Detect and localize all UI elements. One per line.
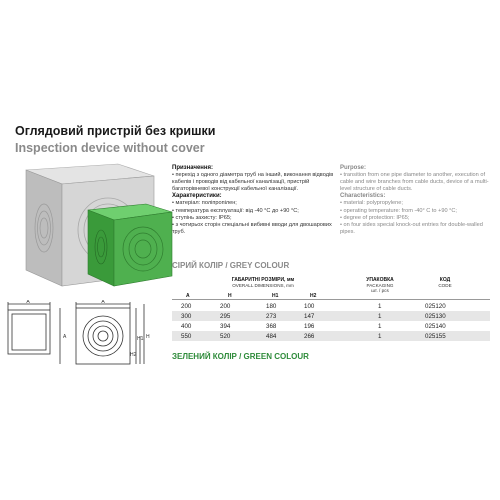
drawing-label-a-side: A <box>63 334 67 340</box>
drawing-label-h1: H1 <box>137 336 144 342</box>
characteristic-item-en: • on four sides special knock-out entries for double-walled pipes. <box>340 222 490 236</box>
cell-h1: 484 <box>266 332 277 340</box>
characteristic-item-en: • operating temperature: from -40° C to +90 °C; <box>340 208 490 215</box>
drawing-label-h2: H2 <box>130 352 137 358</box>
cell-pack: 1 <box>378 332 382 340</box>
cell-h2: 100 <box>304 302 315 310</box>
col-h1-header: H1 <box>272 292 279 299</box>
description-ua <box>172 165 337 236</box>
purpose-item-ua: • перехід з одного діаметра труб на інший, виконання відводів кабелів і проводів від кабельної каналізації, пристрій багаторівневої конструкції кабельної каналізації. <box>172 172 337 193</box>
characteristic-item-en: • degree of protection: IP65; <box>340 215 490 222</box>
cell-pack: 1 <box>378 312 382 320</box>
cell-a: 200 <box>181 302 192 310</box>
characteristics-heading-ua: Характеристики: <box>172 193 222 200</box>
cell-a: 300 <box>181 312 192 320</box>
col-a-header: A <box>186 292 190 299</box>
cell-a: 550 <box>181 332 192 340</box>
cell-h1: 180 <box>266 302 277 310</box>
purpose-heading-en: Purpose: <box>340 165 367 171</box>
cell-h: 295 <box>220 312 231 320</box>
packaging-header-ua: УПАКОВКА <box>366 277 394 283</box>
cell-pack: 1 <box>378 302 382 310</box>
drawing-label-a: A <box>26 300 30 305</box>
cell-h2: 266 <box>304 332 315 340</box>
characteristic-item-ua: • температура експлуатації: від -40 °C до +90 °C; <box>172 208 337 215</box>
dimension-drawings <box>0 300 170 375</box>
dimensions-header-en: OVERALL DIMENSIONS, mm <box>232 283 294 288</box>
cell-code: 025140 <box>425 322 446 330</box>
dimensions-header <box>208 277 318 288</box>
dimensions-header-ua: ГАБАРИТНІ РОЗМІРИ, мм <box>231 277 295 283</box>
table-row <box>172 311 490 321</box>
drawing-label-a-2: A <box>101 300 105 305</box>
purpose-heading-ua: Призначення: <box>172 165 214 171</box>
cell-code: 025120 <box>425 302 446 310</box>
cell-a: 400 <box>181 322 192 330</box>
cell-h2: 196 <box>304 322 315 330</box>
column-letters <box>172 291 490 299</box>
code-header-en: CODE <box>438 283 452 288</box>
col-h-header: H <box>228 292 232 299</box>
drawing-label-h: H <box>146 334 150 340</box>
characteristic-item-ua: • ступінь захисту: IP65; <box>172 215 337 222</box>
packaging-header-en: PACKAGING <box>366 283 394 288</box>
cell-code: 025155 <box>425 332 446 340</box>
characteristics-heading-en: Characteristics: <box>340 193 386 200</box>
col-h2-header: H2 <box>310 292 317 299</box>
cell-pack: 1 <box>378 322 382 330</box>
cell-code: 025130 <box>425 312 446 320</box>
cell-h: 200 <box>220 302 231 310</box>
purpose-item-en: • transition from one pipe diameter to another, execution of cable and wire branches from cable ducts, device of a multi-level structure of cable ducts. <box>340 172 490 193</box>
code-header-ua: КОД <box>439 277 451 283</box>
table-row <box>172 301 490 311</box>
code-header <box>420 277 470 288</box>
characteristic-item-en: • material: polypropylene; <box>340 200 490 207</box>
cell-h: 520 <box>220 332 231 340</box>
table-divider <box>172 299 490 300</box>
page-subtitle: Inspection device without cover <box>15 141 205 155</box>
table-row <box>172 331 490 341</box>
cell-h: 394 <box>220 322 231 330</box>
green-inspection-box-image <box>84 200 176 288</box>
cell-h1: 273 <box>266 312 277 320</box>
cell-h2: 147 <box>304 312 315 320</box>
grey-colour-heading: СІРИЙ КОЛІР / GREY COLOUR <box>172 261 290 270</box>
green-colour-heading: ЗЕЛЕНИЙ КОЛІР / GREEN COLOUR <box>172 352 309 361</box>
characteristic-item-ua: • з чотирьох сторін спеціальні вибивні вводи для двошарових труб. <box>172 222 337 236</box>
description-en <box>340 165 490 236</box>
table-row <box>172 321 490 331</box>
page-title: Оглядовий пристрій без кришки <box>15 124 216 138</box>
packaging-unit: шт. / pcs <box>371 288 389 293</box>
cell-h1: 368 <box>266 322 277 330</box>
characteristic-item-ua: • матеріал: поліпропілен; <box>172 200 337 207</box>
